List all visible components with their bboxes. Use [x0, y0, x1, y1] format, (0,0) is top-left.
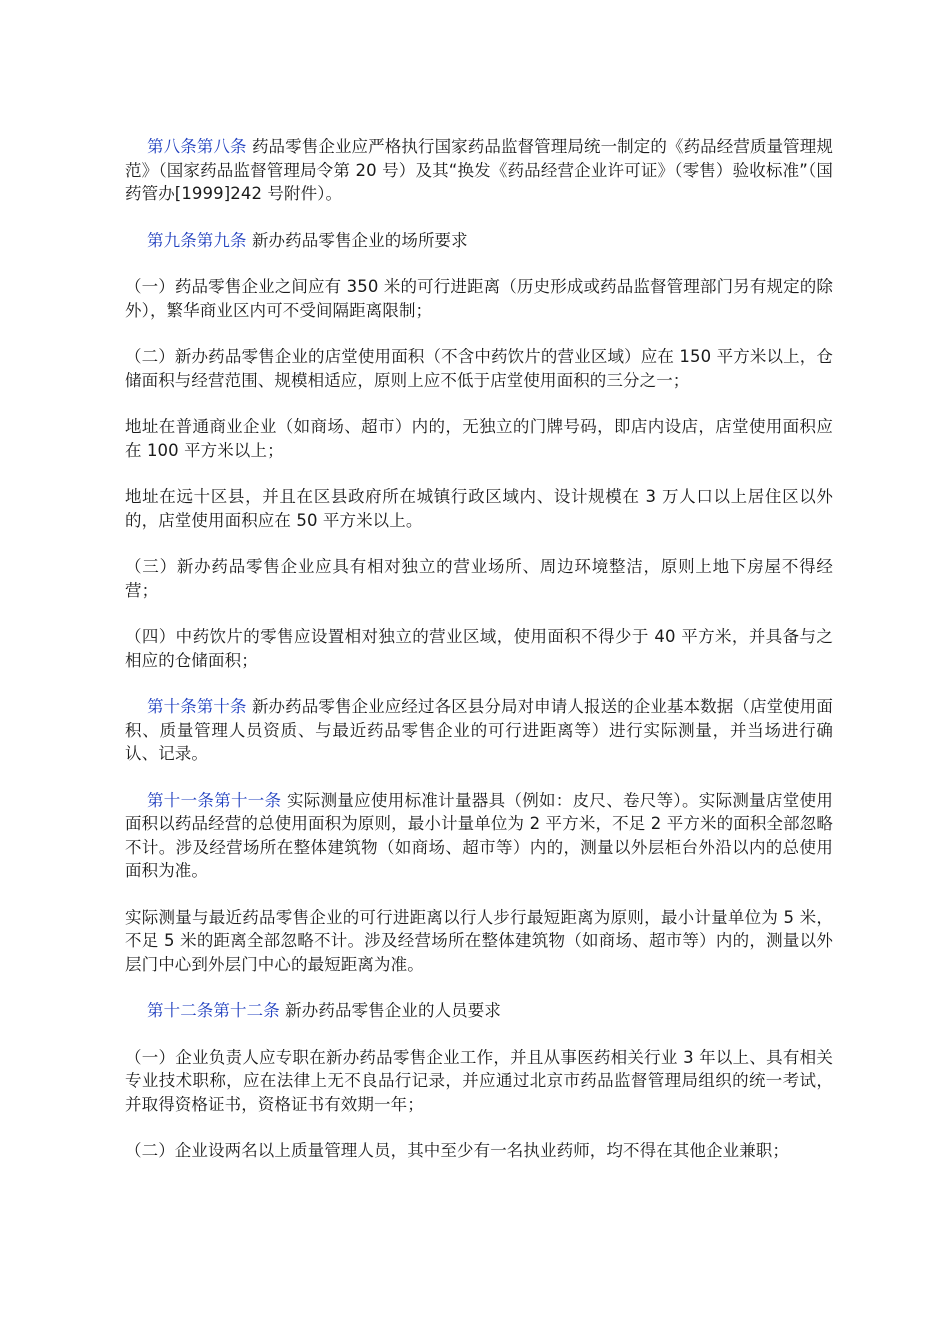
paragraph-text: 新办药品零售企业的人员要求 [279, 1001, 501, 1020]
paragraph-staff-item-2 [125, 1139, 833, 1163]
paragraph-text: 实际测量应使用标准计量器具（例如：皮尺、卷尺等）。实际测量店堂使用面积以药品经营的总使用面积为原则，最小计量单位为 2 平方米，不足 2 平方米的面积全部忽略不计。涉及经营场所在整体建筑物（如商场、超市等）内的，测量以外层柜台外沿以内的总使用面积为准。 [125, 790, 833, 880]
paragraph-text: （一）药品零售企业之间应有 350 米的可行进距离（历史形成或药品监督管理部门另有规定的除外），繁华商业区内可不受间隔距离限制； [125, 277, 833, 320]
paragraph-item-2 [125, 345, 833, 392]
document-body [125, 135, 833, 1186]
article-heading: 第九条第九条 [147, 230, 247, 250]
paragraph-text: （一）企业负责人应专职在新办药品零售企业工作，并且从事医药相关行业 3 年以上、具有相关专业技术职称，应在法律上无不良品行记录，并应通过北京市药品监督管理局组织的统一考试，并取得资格证书，资格证书有效期一年； [125, 1047, 833, 1114]
paragraph-text: 新办药品零售企业应经过各区县分局对申请人报送的企业基本数据（店堂使用面积、质量管理人员资质、与最近药品零售企业的可行进距离等）进行实际测量，并当场进行确认、记录。 [125, 697, 833, 763]
article-heading: 第十二条第十二条 [147, 1001, 280, 1020]
article-heading: 第十条第十条 [147, 697, 247, 716]
paragraph-text: 新办药品零售企业的场所要求 [246, 230, 468, 250]
paragraph-text: （二）企业设两名以上质量管理人员，其中至少有一名执业药师，均不得在其他企业兼职； [125, 1141, 789, 1160]
paragraph-article-12 [125, 999, 833, 1023]
article-heading: 第十一条第十一条 [147, 790, 282, 810]
paragraph-article-11-sub [125, 906, 833, 977]
paragraph-item-1 [125, 275, 833, 322]
paragraph-text: 地址在远十区县，并且在区县政府所在城镇行政区域内、设计规模在 3 万人口以上居住区以外的，店堂使用面积应在 50 平方米以上。 [125, 487, 833, 530]
paragraph-article-11 [125, 789, 833, 883]
paragraph-item-2-sub-b [125, 485, 833, 532]
paragraph-staff-item-1 [125, 1046, 833, 1117]
paragraph-item-3 [125, 555, 833, 602]
paragraph-item-4 [125, 625, 833, 672]
paragraph-text: （三）新办药品零售企业应具有相对独立的营业场所、周边环境整洁，原则上地下房屋不得经营； [125, 557, 833, 600]
paragraph-text: 实际测量与最近药品零售企业的可行进距离以行人步行最短距离为原则，最小计量单位为 5 米，不足 5 米的距离全部忽略不计。涉及经营场所在整体建筑物（如商场、超市等）内的，测量以外层门中心到外层门中心的最短距离为准。 [125, 907, 833, 974]
paragraph-article-8 [125, 135, 833, 206]
paragraph-text: （四）中药饮片的零售应设置相对独立的营业区域，使用面积不得少于 40 平方米，并具备与之相应的仓储面积； [125, 627, 833, 670]
paragraph-text: 药品零售企业应严格执行国家药品监督管理局统一制定的《药品经营质量管理规范》（国家药品监督管理局令第 20 号）及其“换发《药品经营企业许可证》（零售）验收标准”（国药管办[1999]242 号附件）。 [125, 137, 833, 203]
article-heading: 第八条第八条 [147, 137, 247, 156]
paragraph-item-2-sub-a [125, 415, 833, 462]
paragraph-text: （二）新办药品零售企业的店堂使用面积（不含中药饮片的营业区域）应在 150 平方米以上，仓储面积与经营范围、规模相适应，原则上应不低于店堂使用面积的三分之一； [125, 347, 833, 390]
paragraph-article-9 [125, 229, 833, 253]
paragraph-article-10 [125, 695, 833, 766]
paragraph-text: 地址在普通商业企业（如商场、超市）内的，无独立的门牌号码，即店内设店，店堂使用面积应在 100 平方米以上； [125, 417, 833, 460]
